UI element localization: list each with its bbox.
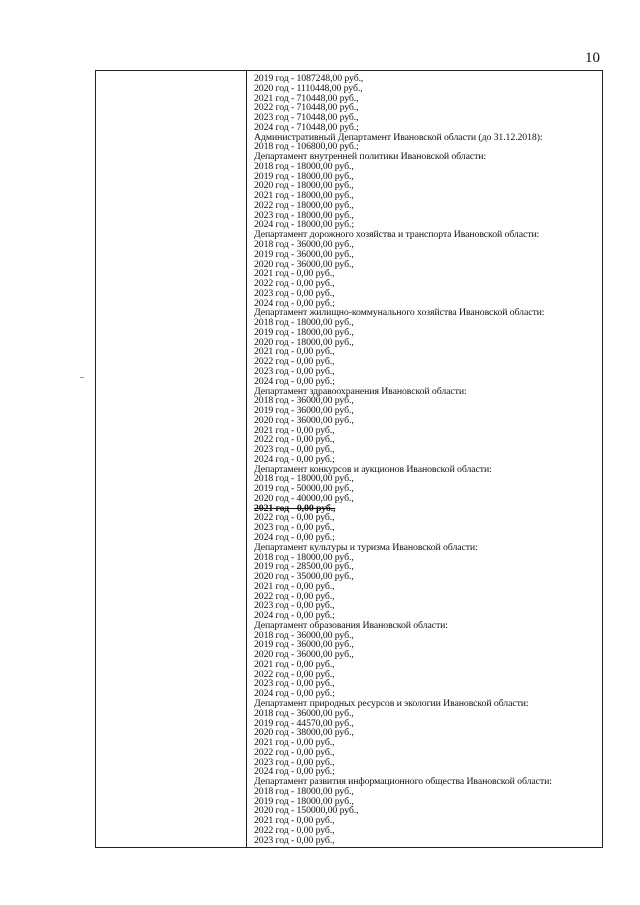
- text-line: 2020 год - 150000,00 руб.,: [254, 805, 359, 817]
- text-line: 2024 год - 0,00 руб.;: [254, 297, 335, 309]
- text-line: 2019 год - 36000,00 руб.,: [254, 405, 354, 417]
- text-line: 2019 год - 1087248,00 руб.,: [254, 73, 364, 84]
- text-line: 2019 год - 18000,00 руб.,: [254, 170, 354, 182]
- text-line: 2019 год - 44570,00 руб.,: [254, 717, 354, 729]
- text-line: 2019 год - 50000,00 руб.,: [254, 483, 354, 495]
- text-line: Департамент жилищно-коммунального хозяйства Ивановской области:: [254, 307, 545, 319]
- text-line: Департамент природных ресурсов и экологии Ивановской области:: [254, 698, 529, 709]
- text-line: 2018 год - 18000,00 руб.,: [254, 785, 354, 797]
- text-line: 2021 год - 710448,00 руб.,: [254, 92, 359, 104]
- text-line: 2023 год - 0,00 руб.,: [254, 756, 335, 768]
- budget-table: [95, 70, 603, 848]
- text-line: 2022 год - 0,00 руб.,: [254, 590, 335, 602]
- text-line: 2019 год - 28500,00 руб.,: [254, 561, 354, 573]
- text-line: 2021 год - 18000,00 руб.,: [254, 190, 354, 202]
- text-line: Департамент дорожного хозяйства и транспорта Ивановской области:: [254, 229, 540, 241]
- text-line: 2023 год - 0,00 руб.,: [254, 522, 335, 534]
- text-line: 2019 год - 36000,00 руб.,: [254, 248, 354, 260]
- text-line: 2024 год - 710448,00 руб.;: [254, 121, 359, 133]
- text-line: 2024 год - 0,00 руб.;: [254, 688, 335, 700]
- text-line: 2018 год - 106800,00 руб.;: [254, 141, 359, 153]
- text-line: 2018 год - 36000,00 руб.,: [254, 707, 354, 719]
- text-line: 2021 год - 0,00 руб.,: [254, 658, 335, 670]
- text-line: 2024 год - 0,00 руб.;: [254, 375, 335, 387]
- funding-text-cell: [254, 74, 599, 845]
- text-line: 2022 год - 0,00 руб.,: [254, 434, 335, 446]
- text-line: 2020 год - 36000,00 руб.,: [254, 258, 354, 270]
- text-line: 2024 год - 0,00 руб.;: [254, 531, 335, 543]
- page-number: 10: [585, 50, 600, 66]
- text-line: 2019 год - 18000,00 руб.,: [254, 326, 354, 338]
- text-line: 2023 год - 0,00 руб.,: [254, 287, 335, 299]
- text-line: 2024 год - 0,00 руб.;: [254, 766, 335, 778]
- text-line: 2020 год - 35000,00 руб.,: [254, 571, 354, 583]
- text-line: 2023 год - 0,00 руб.,: [254, 834, 335, 846]
- text-line: 2020 год - 40000,00 руб.,: [254, 492, 354, 504]
- text-line: 2018 год - 18000,00 руб.,: [254, 473, 354, 485]
- text-line: 2022 год - 0,00 руб.,: [254, 824, 335, 836]
- text-line: 2023 год - 0,00 руб.,: [254, 365, 335, 377]
- text-line: 2018 год - 36000,00 руб.,: [254, 395, 354, 407]
- text-line: Департамент внутренней политики Ивановской области:: [254, 151, 487, 163]
- text-line: 2021 год - 0,00 руб.,: [254, 580, 335, 592]
- text-line: 2018 год - 18000,00 руб.,: [254, 160, 354, 172]
- text-line: Департамент здравоохранения Ивановской области:: [254, 385, 467, 397]
- text-line: 2023 год - 18000,00 руб.,: [254, 209, 354, 221]
- text-line: 2022 год - 18000,00 руб.,: [254, 199, 354, 211]
- text-line: 2019 год - 18000,00 руб.,: [254, 795, 354, 807]
- text-line: 2021 год - 0,00 руб.,: [254, 268, 335, 280]
- column-divider: [246, 71, 247, 847]
- text-line: 2020 год - 18000,00 руб.,: [254, 336, 354, 348]
- text-line: 2018 год - 36000,00 руб.,: [254, 239, 354, 251]
- text-line: 2023 год - 0,00 руб.,: [254, 444, 335, 456]
- text-line: 2022 год - 0,00 руб.,: [254, 512, 335, 524]
- text-line: 2021 год - 0,00 руб.,: [254, 815, 335, 827]
- text-line: 2021 год - 0,00 руб.,: [254, 737, 335, 749]
- text-line: 2021 год - 0,00 руб.,: [254, 346, 335, 358]
- text-line: 2024 год - 0,00 руб.;: [254, 453, 335, 465]
- text-line: Департамент образования Ивановской области:: [254, 619, 448, 631]
- text-line: 2018 год - 18000,00 руб.,: [254, 317, 354, 329]
- text-line: 2022 год - 0,00 руб.,: [254, 278, 335, 290]
- text-line: 2020 год - 36000,00 руб.,: [254, 649, 354, 661]
- text-line: 2020 год - 1110448,00 руб.,: [254, 82, 363, 94]
- text-line: 2021 год - 0,00 руб.,: [254, 424, 335, 436]
- text-line: 2020 год - 38000,00 руб.,: [254, 727, 354, 739]
- text-line: 2022 год - 710448,00 руб.,: [254, 102, 359, 114]
- text-line: 2020 год - 36000,00 руб.,: [254, 414, 354, 426]
- text-line: 2022 год - 0,00 руб.,: [254, 746, 335, 758]
- text-line: Департамент культуры и туризма Ивановской области:: [254, 541, 478, 553]
- struck-line: 2021 год - 0,00 руб.,: [254, 502, 336, 514]
- text-line: 2020 год - 18000,00 руб.,: [254, 180, 354, 192]
- text-line: 2023 год - 0,00 руб.,: [254, 600, 335, 612]
- text-line: 2022 год - 0,00 руб.,: [254, 668, 335, 680]
- text-line: Административный Департамент Ивановской области (до 31.12.2018):: [254, 131, 543, 143]
- text-line: 2018 год - 36000,00 руб.,: [254, 629, 354, 641]
- text-line: 2024 год - 18000,00 руб.;: [254, 219, 354, 231]
- text-line: 2019 год - 36000,00 руб.,: [254, 639, 354, 651]
- text-line: Департамент развития информационного общества Ивановской области:: [254, 776, 552, 788]
- text-line: 2018 год - 18000,00 руб.,: [254, 551, 354, 563]
- text-line: 2023 год - 0,00 руб.,: [254, 678, 335, 690]
- text-line: 2024 год - 0,00 руб.;: [254, 610, 335, 622]
- text-line: 2023 год - 710448,00 руб.,: [254, 112, 359, 124]
- scan-mark: [80, 377, 84, 378]
- text-line: Департамент конкурсов и аукционов Ивановской области:: [254, 463, 492, 475]
- text-line: 2022 год - 0,00 руб.,: [254, 356, 335, 368]
